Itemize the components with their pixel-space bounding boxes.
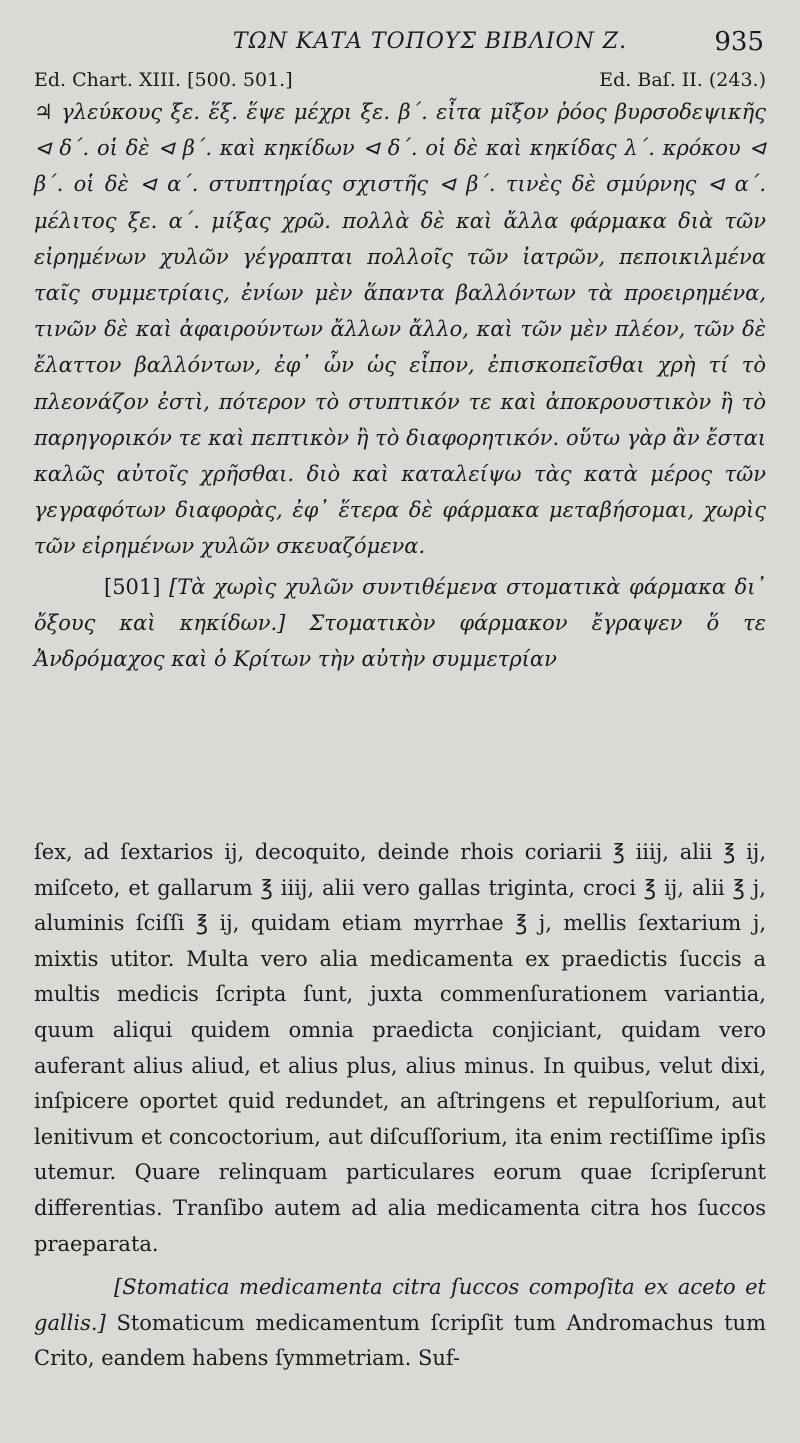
page-marker-501: [501] (104, 574, 161, 599)
page-number: 935 (714, 27, 764, 57)
latin-section-title: [Stomatica medicamenta citra ſuccos compoſita ex aceto et gallis.] (34, 1275, 766, 1335)
latin-text (34, 835, 766, 1377)
latin-paragraph-2 (34, 1270, 766, 1377)
greek-section-title: [Τὰ χωρὶς χυλῶν συντιθέμενα στοματικὰ φάρμακα δι᾽ ὄξους καὶ κηκίδων.] (34, 574, 766, 635)
latin-paragraph-1: ſex, ad ſextarios ij, decoquito, deinde rhois coriarii ℥ iiij, alii ℥ ij, miſceto, et gallarum ℥ iiij, alii vero gallas triginta, croci ℥ ij, alii ℥ j, aluminis ſciſſi ℥ ij, quidam etiam myrrhae ℥ j, mellis ſextarium j, mixtis utitor. Multa vero alia medicamenta ex praedictis ſuccis a multis medicis ſcripta ſunt, juxta commenſurationem variantia, quum aliqui quidem omnia praedicta conjiciant, quidam vero auferant alius aliud, et alius plus, alius minus. In quibus, velut dixi, inſpicere oportet quid redundet, an aſtringens et repulſorium, aut lenitivum et concoctorium, aut diſcuſſorium, ita enim rectiſſime ipſis utemur. Quare relinquam particulares eorum quae ſcripſerunt differentias. Tranſibo autem ad alia medicamenta citra hos ſuccos praeparata. (34, 840, 766, 1256)
edition-chartier: Ed. Chart. XIII. [500. 501.] (34, 69, 293, 91)
greek-paragraph-2-text: Στοματικὸν φάρμακον ἔγραψεν ὅ τε Ἀνδρόμαχος καὶ ὁ Κρίτων τὴν αὐτὴν συμμετρίαν (34, 610, 766, 672)
edition-line (34, 66, 766, 94)
latin-paragraph-2-text: Stomaticum medicamentum ſcripſit tum Andromachus tum Crito, eandem habens ſymmetriam. Suf- (34, 1310, 766, 1371)
greek-paragraph-1: ♃ γλεύκους ξε. ἕξ. ἕψε μέχρι ξε. β΄. εἶτα μῖξον ῥόος βυρσοδεψικῆς ⊲ δ΄. οἱ δὲ ⊲ β΄. καὶ κηκίδων ⊲ δ΄. οἱ δὲ καὶ κηκίδας λ΄. κρόκου ⊲ β΄. οἱ δὲ ⊲ α΄. στυπτηρίας σχιστῆς ⊲ β΄. τινὲς δὲ σμύρνης ⊲ α΄. μέλιτος ξε. α΄. μίξας χρῶ. πολλὰ δὲ καὶ ἄλλα φάρμακα διὰ τῶν εἰρημένων χυλῶν γέγραπται πολλοῖς τῶν ἰατρῶν, πεποικιλμένα ταῖς συμμετρίαις, ἐνίων μὲν ἅπαντα βαλλόντων τὰ προειρημένα, τινῶν δὲ καὶ ἀφαιρούντων ἄλλων ἄλλο, καὶ τῶν μὲν πλέον, τῶν δὲ ἔλαττον βαλλόντων, ἐφ᾽ ὧν ὡς εἶπον, ἐπισκοπεῖσθαι χρὴ τί τὸ πλεονάζον ἐστὶ, πότερον τὸ στυπτικόν τε καὶ ἀποκρουστικὸν ἢ τὸ παρηγορικόν τε καὶ πεπτικὸν ἢ τὸ διαφορητικόν. οὕτω γὰρ ἂν ἔσται καλῶς αὐτοῖς χρῆσθαι. διὸ καὶ καταλείψω τὰς κατὰ μέρος τῶν γεγραφότων διαφορὰς, ἐφ᾽ ἕτερα δὲ φάρμακα μεταβήσομαι, χωρὶς τῶν εἰρημένων χυλῶν σκευαζόμενα. (34, 100, 766, 559)
greek-paragraph-2 (34, 569, 766, 678)
running-title: ΤΩΝ ΚΑΤΑ ΤΟΠΟΥΣ ΒΙΒΛΙΟΝ Ζ. (232, 29, 628, 54)
greek-text (34, 94, 766, 677)
running-head (34, 22, 766, 62)
edition-basel: Ed. Baſ. II. (243.) (599, 69, 766, 91)
